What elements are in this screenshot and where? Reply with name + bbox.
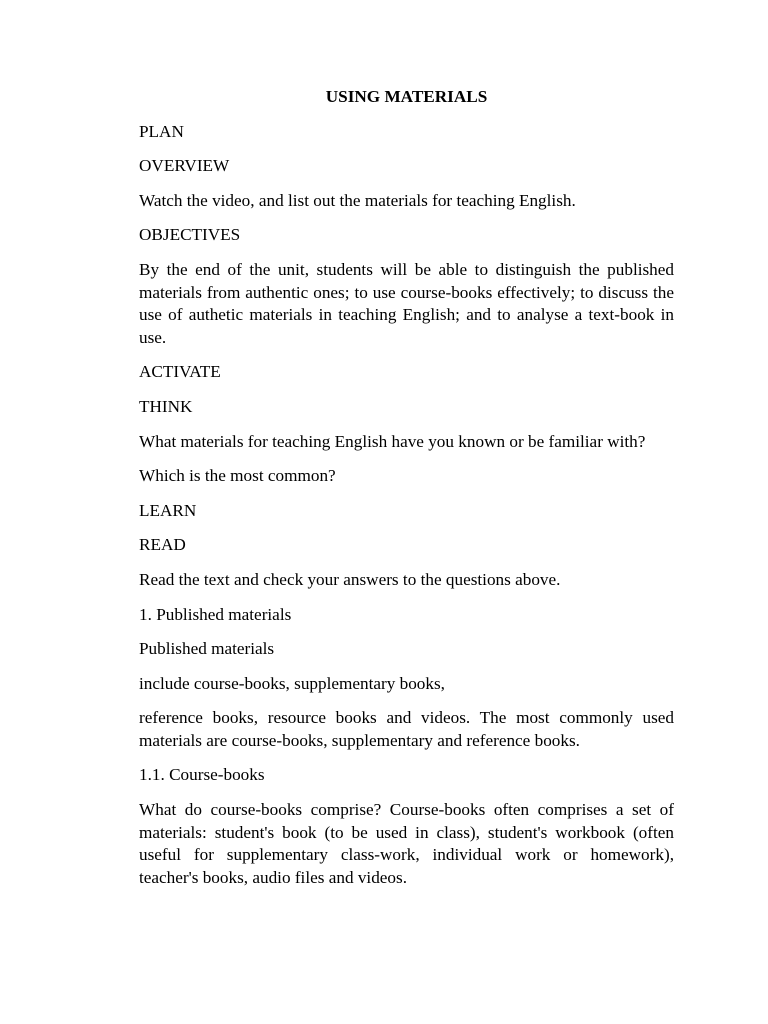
overview-heading: OVERVIEW — [139, 156, 230, 176]
think-question-2: Which is the most common? — [139, 466, 336, 486]
section-1-1-heading: 1.1. Course-books — [139, 765, 265, 785]
overview-text: Watch the video, and list out the materials for teaching English. — [139, 190, 576, 210]
read-instruction: Read the text and check your answers to the questions above. — [139, 569, 561, 589]
published-include: include course-books, supplementary books, — [139, 673, 445, 693]
plan-heading: PLAN — [139, 121, 184, 141]
section-1-heading: 1. Published materials — [139, 604, 292, 624]
published-text: reference books, resource books and videos. The most commonly used materials are course-books, supplementary and reference books. — [139, 708, 674, 750]
objectives-heading: OBJECTIVES — [139, 225, 241, 245]
read-heading: READ — [139, 535, 186, 555]
document-title: USING MATERIALS — [325, 87, 488, 106]
document-page — [139, 86, 674, 901]
objectives-text: By the end of the unit, students will be able to distinguish the published materials from authentic ones; to use course-books effectively; to discuss the use of authetic materials in teaching English; and to analyse a text-book in use. — [139, 259, 674, 347]
coursebooks-text: What do course-books comprise? Course-books often comprises a set of materials: student's book (to be used in class), student's workbook (often useful for supplementary class-work, individual work or homework), teacher's books, audio files and videos. — [139, 800, 674, 887]
think-question-1: What materials for teaching English have you known or be familiar with? — [139, 431, 646, 451]
activate-heading: ACTIVATE — [139, 362, 221, 382]
think-heading: THINK — [139, 396, 193, 416]
learn-heading: LEARN — [139, 500, 197, 520]
published-label: Published materials — [139, 639, 275, 659]
